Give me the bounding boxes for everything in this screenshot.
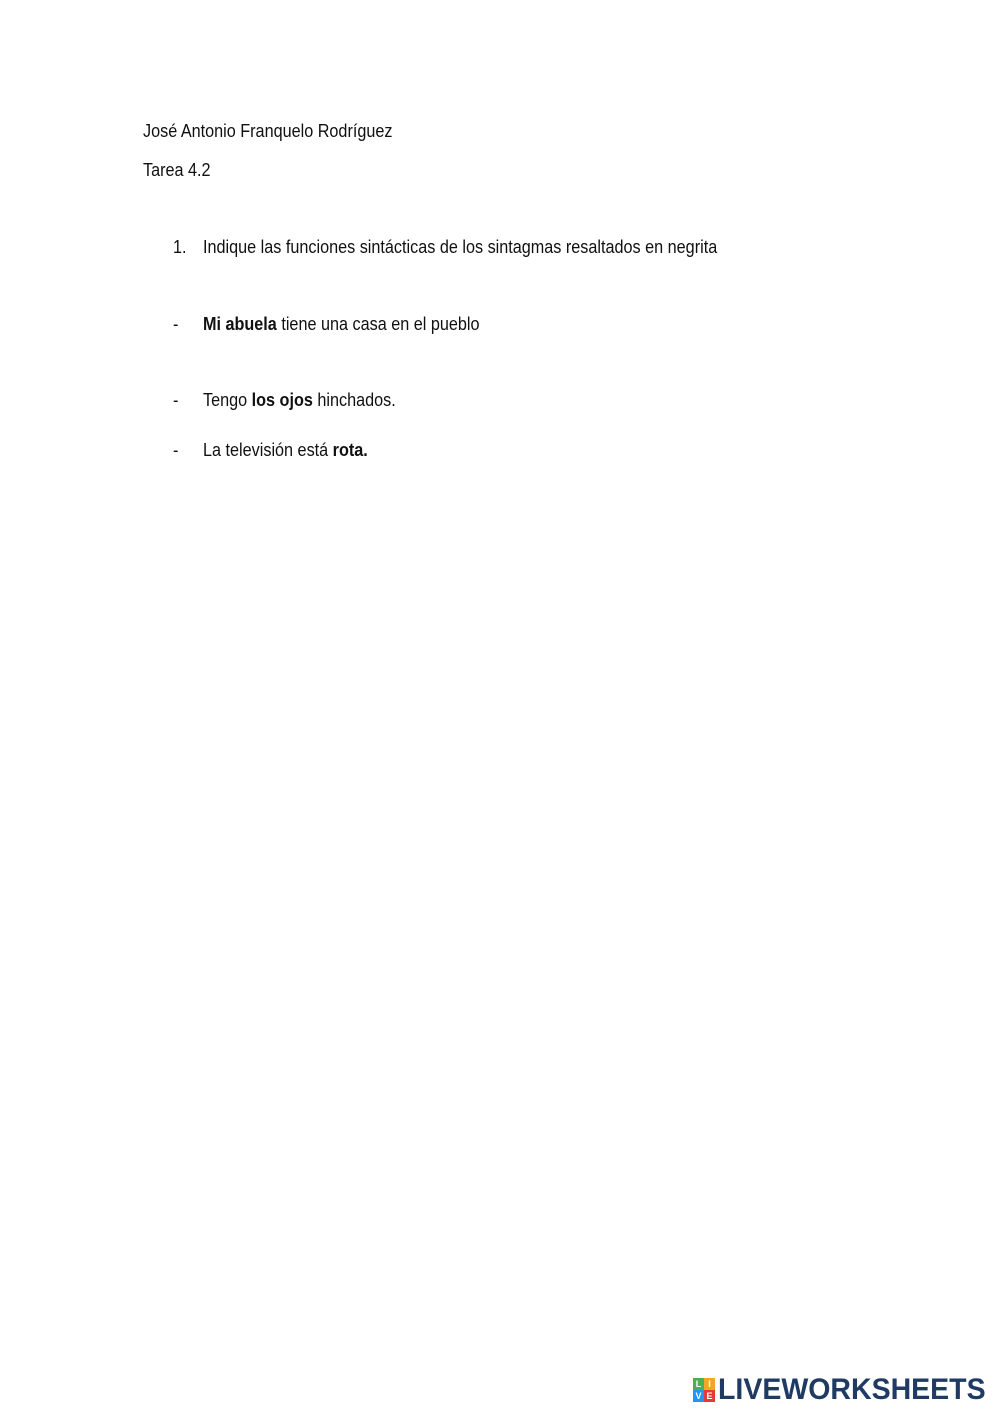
sentence-1 <box>203 313 479 335</box>
logo-mark-letter: V <box>693 1390 704 1402</box>
logo-mark-letter: I <box>704 1378 715 1390</box>
sentence-3-before: La televisión está <box>203 440 333 460</box>
sentence-3-bold: rota. <box>332 440 368 460</box>
logo-mark-letter: L <box>693 1378 704 1390</box>
sentence-2-after: hinchados. <box>312 390 396 410</box>
sentence-2-before: Tengo <box>203 390 252 410</box>
logo-mark-letter: E <box>704 1390 715 1402</box>
author-name: José Antonio Franquelo Rodríguez <box>143 121 393 141</box>
sentence-2 <box>203 389 396 411</box>
sentence-marker: - <box>173 390 179 410</box>
task-title: Tarea 4.2 <box>143 160 211 180</box>
sentence-1-bold: Mi abuela <box>203 314 277 334</box>
sentence-2-bold: los ojos <box>251 390 313 410</box>
sentence-3 <box>203 439 368 461</box>
liveworksheets-logo <box>693 1374 1000 1406</box>
sentence-marker: - <box>173 440 179 460</box>
sentence-marker: - <box>173 314 179 334</box>
logo-text: LIVEWORKSHEETS <box>718 1373 986 1406</box>
question-text: Indique las funciones sintácticas de los sintagmas resaltados en negrita <box>203 237 718 257</box>
sentence-1-after: tiene una casa en el pueblo <box>276 314 480 334</box>
logo-mark-icon <box>693 1378 715 1402</box>
question-number: 1. <box>173 237 187 257</box>
